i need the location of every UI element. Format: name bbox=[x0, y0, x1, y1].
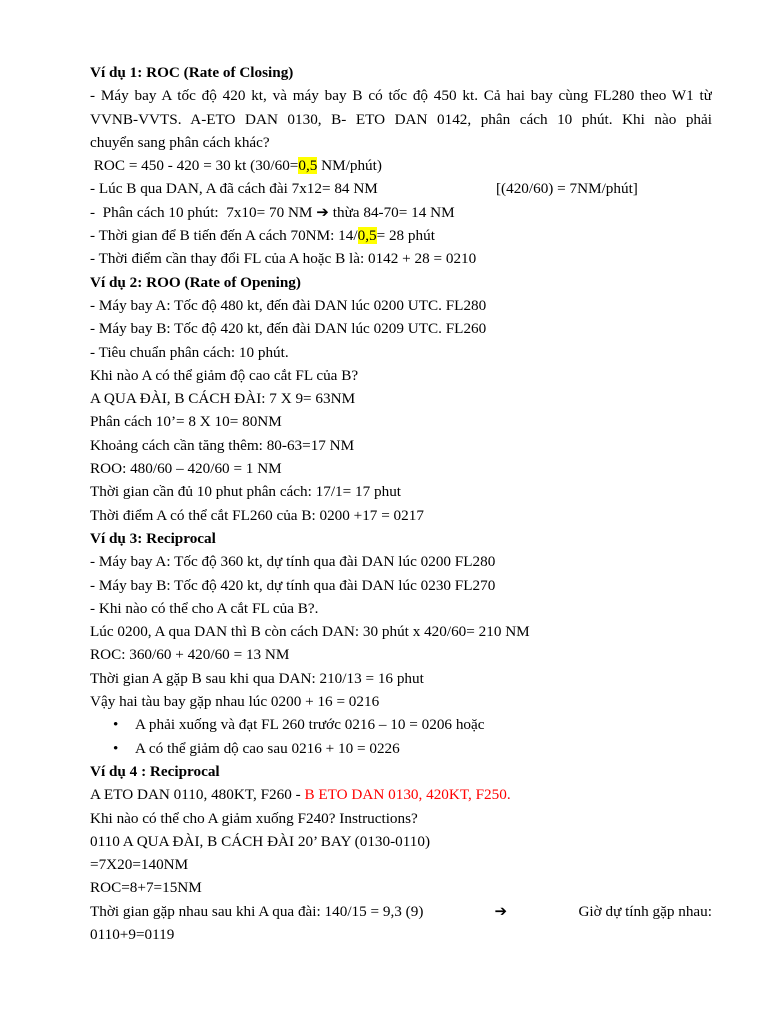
example-2-line: ROO: 480/60 – 420/60 = 1 NM bbox=[90, 460, 282, 478]
example-4-eto-line bbox=[90, 783, 712, 806]
example-2-line: Khoảng cách cần tăng thêm: 80-63=17 NM bbox=[90, 436, 355, 454]
meeting-text-a: Thời gian gặp nhau sau khi A qua đài: 140/15 = 9,3 (9) bbox=[90, 902, 428, 920]
example-1-separation-line bbox=[90, 201, 712, 224]
example-4-line: ROC=8+7=15NM bbox=[90, 879, 202, 897]
roc-highlight: 0,5 bbox=[298, 157, 318, 175]
example-1-b-dan-line bbox=[90, 177, 712, 200]
bullet-text: A có thể giảm dộ cao sau 0216 + 10 = 0226 bbox=[135, 739, 400, 757]
example-3-line: - Máy bay A: Tốc độ 360 kt, dự tính qua đài DAN lúc 0200 FL280 bbox=[90, 553, 496, 571]
example-2-line: Khi nào A có thể giảm độ cao cắt FL của B? bbox=[90, 366, 359, 384]
example-1-paragraph-line-2: VVNB-VVTS. A-ETO DAN 0130, B- ETO DAN 0142, phân cách 10 phút. Khi nào phải bbox=[90, 110, 712, 128]
example-1-paragraph-line-1: - Máy bay A tốc độ 420 kt, và máy bay B có tốc độ 450 kt. Cả hai bay cùng FL280 theo W1 từ bbox=[90, 87, 712, 105]
example-1-change-fl-line: - Thời điểm cần thay đổi FL của A hoặc B là: 0142 + 28 = 0210 bbox=[90, 250, 477, 268]
bullet-text: A phải xuống và đạt FL 260 trước 0216 – 10 = 0206 hoặc bbox=[135, 716, 485, 734]
meeting-text-b: Giờ dự tính gặp nhau: bbox=[574, 902, 712, 920]
example-3-line: ROC: 360/60 + 420/60 = 13 NM bbox=[90, 646, 290, 664]
example-4-title: Ví dụ 4 : Reciprocal bbox=[90, 762, 220, 780]
example-2-line: Thời gian cần đủ 10 phut phân cách: 17/1= 17 phut bbox=[90, 483, 402, 501]
example-4-meeting-time: 0110+9=0119 bbox=[90, 925, 175, 943]
right-arrow-icon: ➔ bbox=[494, 902, 508, 920]
example-2-line: A QUA ĐÀI, B CÁCH ĐÀI: 7 X 9= 63NM bbox=[90, 390, 356, 408]
example-3-line: Lúc 0200, A qua DAN thì B còn cách DAN: 30 phút x 420/60= 210 NM bbox=[90, 623, 530, 641]
eto-a-text: A ETO DAN 0110, 480KT, F260 - bbox=[90, 786, 305, 804]
example-2-line: Thời điểm A có thể cắt FL260 của B: 0200 +17 = 0217 bbox=[90, 506, 424, 524]
eto-b-red-text: B ETO DAN 0130, 420KT, F250. bbox=[304, 786, 511, 804]
example-3-line: Thời gian A gặp B sau khi qua DAN: 210/13 = 16 phut bbox=[90, 669, 424, 687]
example-4-line: =7X20=140NM bbox=[90, 856, 189, 874]
example-1-roc-line bbox=[90, 154, 712, 177]
right-arrow-icon: ➔ bbox=[316, 203, 329, 221]
bullet-icon: • bbox=[113, 739, 119, 757]
b-dan-text: - Lúc B qua DAN, A đã cách đài 7x12= 84 NM bbox=[90, 180, 378, 198]
example-2-line: Phân cách 10’= 8 X 10= 80NM bbox=[90, 413, 282, 431]
example-2-line: - Máy bay B: Tốc độ 420 kt, đến đài DAN lúc 0209 UTC. FL260 bbox=[90, 320, 487, 338]
document-page bbox=[90, 61, 712, 946]
example-1-time-line bbox=[90, 224, 712, 247]
example-3-line: - Máy bay B: Tốc độ 420 kt, dự tính qua đài DAN lúc 0230 FL270 bbox=[90, 576, 496, 594]
example-2-line: - Máy bay A: Tốc độ 480 kt, đến đài DAN lúc 0200 UTC. FL280 bbox=[90, 296, 487, 314]
example-4-meeting-line bbox=[90, 900, 712, 923]
example-2-line: - Tiêu chuẩn phân cách: 10 phút. bbox=[90, 343, 289, 361]
b-dan-note: [(420/60) = 7NM/phút] bbox=[496, 180, 638, 198]
example-3-bullet-item bbox=[90, 713, 712, 736]
time-text-a: - Thời gian để B tiến đến A cách 70NM: 14/ bbox=[90, 227, 358, 245]
separation-text-b: thừa 84-70= 14 NM bbox=[328, 203, 455, 221]
example-2-title: Ví dụ 2: ROO (Rate of Opening) bbox=[90, 273, 301, 291]
roc-text-b: NM/phút) bbox=[317, 157, 382, 175]
example-4-line: 0110 A QUA ĐÀI, B CÁCH ĐÀI 20’ BAY (0130-0110) bbox=[90, 832, 431, 850]
example-4-line: Khi nào có thể cho A giảm xuống F240? Instructions? bbox=[90, 809, 418, 827]
example-3-title: Ví dụ 3: Reciprocal bbox=[90, 529, 216, 547]
bullet-icon: • bbox=[113, 716, 119, 734]
example-1-paragraph-line-3: chuyển sang phân cách khác? bbox=[90, 133, 270, 151]
separation-text-a: - Phân cách 10 phút: 7x10= 70 NM bbox=[90, 203, 317, 221]
roc-text-a: ROC = 450 - 420 = 30 kt (30/60= bbox=[90, 157, 299, 175]
example-3-bullet-item bbox=[90, 737, 712, 760]
example-3-line: Vậy hai tàu bay gặp nhau lúc 0200 + 16 = 0216 bbox=[90, 693, 380, 711]
example-1-title: Ví dụ 1: ROC (Rate of Closing) bbox=[90, 64, 294, 81]
time-text-b: = 28 phút bbox=[376, 227, 435, 245]
time-highlight: 0,5 bbox=[357, 227, 377, 245]
example-3-line: - Khi nào có thể cho A cắt FL của B?. bbox=[90, 599, 319, 617]
